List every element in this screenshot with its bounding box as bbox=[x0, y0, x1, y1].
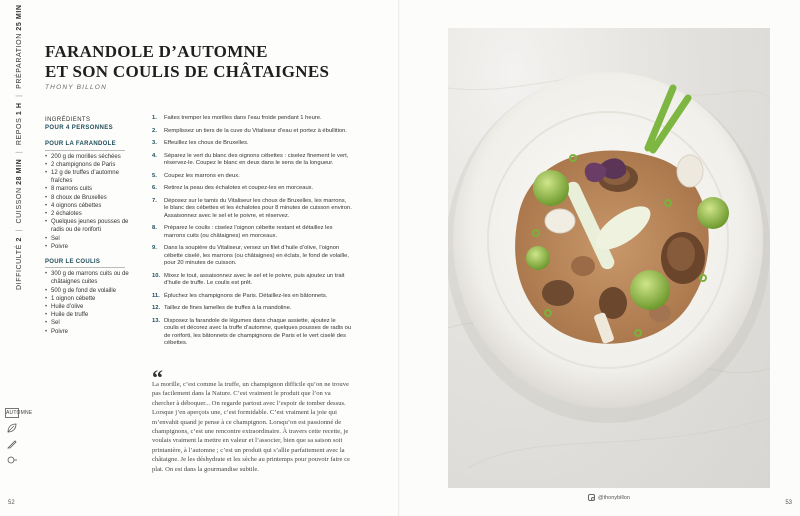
step-text: Mixez le tout, assaisonnez avec le sel et le poivre, puis ajoutez un trait d’huile de truffe. Le coulis est prêt. bbox=[164, 272, 345, 286]
prep-value: 25 MIN bbox=[16, 4, 23, 31]
step-item bbox=[152, 128, 352, 136]
step-text: Effeuillez les choux de Bruxelles. bbox=[164, 140, 249, 146]
step-number: 10. bbox=[152, 272, 161, 279]
step-number: 7. bbox=[152, 197, 157, 204]
ingredient-item: • 8 marrons cuits bbox=[45, 185, 140, 193]
ingredient-item: • Poivre bbox=[45, 328, 140, 336]
cooking-label: CUISSON bbox=[16, 187, 23, 224]
step-item bbox=[152, 273, 352, 288]
difficulty-value: 2 bbox=[16, 237, 23, 242]
step-number: 8. bbox=[152, 225, 157, 231]
ingredient-item: • Huile d’olive bbox=[45, 303, 140, 311]
step-text: Retirez la peau des échalotes et coupez-les en morceaux. bbox=[164, 185, 314, 191]
knife-icon bbox=[6, 438, 18, 450]
ingredient-item: • 12 g de truffes d’automne fraîches bbox=[45, 169, 140, 185]
ingredient-item: • 2 échalotes bbox=[45, 210, 140, 218]
step-number: 12. bbox=[152, 305, 161, 311]
step-text: Faites tremper les morilles dans l’eau froide pendant 1 heure. bbox=[164, 115, 322, 121]
page-number-left: 52 bbox=[8, 500, 15, 506]
ingredient-item: • Sel bbox=[45, 319, 140, 327]
ingredient-item: • Poivre bbox=[45, 243, 140, 251]
page-number-right: 53 bbox=[785, 500, 792, 506]
recipe-author: THONY BILLON bbox=[45, 84, 107, 91]
prep-label: PRÉPARATION bbox=[16, 33, 23, 89]
step-number: 4. bbox=[152, 152, 157, 159]
ingredients-panel bbox=[45, 116, 140, 336]
step-text: Dans la soupière du Vitaliseur, versez un filet d’huile d’olive, l’oignon cébette ciselé, les marrons (ou châtaignes) en éclats, le fond de volaille, pour 20 minutes de cuisson. bbox=[164, 245, 349, 266]
instagram-handle: @thonybillon bbox=[598, 494, 630, 501]
dish-photo bbox=[448, 28, 770, 488]
step-text: Coupez les marrons en deux. bbox=[164, 172, 240, 179]
step-text: Déposez sur le tamis du Vitaliseur les choux de Bruxelles, les marrons, le blanc des cébettes et les échalotes pour 8 minutes de cuisson environ. Assaisonnez avec le sel et le poivre, et réservez. bbox=[164, 197, 352, 219]
leaf-icon bbox=[6, 422, 18, 434]
rest-label: REPOS bbox=[16, 117, 23, 146]
ingredient-item: • Quelques jeunes pousses de radis ou de roriforti bbox=[45, 218, 140, 234]
instagram-credit bbox=[588, 494, 630, 501]
ingredient-item: • Sel bbox=[45, 235, 140, 243]
step-text: Épluchez les champignons de Paris. Détaillez-les en bâtonnets. bbox=[164, 292, 328, 299]
step-text: Séparez le vert du blanc des oignons cébettes : ciselez finement le vert, réservez-le. Coupez le blanc en deux dans le sens de la longueur. bbox=[164, 152, 349, 166]
ingredient-item: • 2 champignons de Paris bbox=[45, 161, 140, 169]
chef-quote: La morille, c’est comme la truffe, un champignon difficile qu’on ne trouve pas facilement dans la Nature. C’est vraiment le produit que l’on va chercher à déboquer... On regarde partout avec l’espoir de tomber dessus. Lorsque j’en aperçois une, c’est formidable. C’est vraiment la joie qui m’envahit quand je pense à ce champignon. Lorsqu’on est passionné de champignons, c’est une rencontre extraordinaire. À travers cette recette, je voulais vraiment la mettre en valeur et l’associer, bien que sa saison soit printanière, à l’automne ; c’est un produit qui s’allie parfaitement avec la châtaigne. Je les déshydrate et les sèche au printemps pour pouvoir faire ce plat. On est dans la gourmandise subtile. bbox=[152, 381, 350, 473]
season-icons bbox=[5, 408, 33, 470]
step-number: 11. bbox=[152, 292, 160, 299]
ingredient-item: • 1 oignon cébette bbox=[45, 295, 140, 303]
recipe-meta-vertical: DIFFICULTÉ 2 | CUISSON 28 MIN | REPOS 1 H | PRÉPARATION 25 MIN bbox=[16, 4, 23, 290]
season-tag: AUTOMNE bbox=[6, 410, 33, 416]
step-number: 6. bbox=[152, 185, 157, 191]
ingredients-list-coulis bbox=[45, 270, 140, 336]
step-item bbox=[152, 318, 352, 348]
step-text: Taillez de fines lamelles de truffes à la mandoline. bbox=[164, 305, 292, 311]
ingredient-item: • 4 oignons cébettes bbox=[45, 202, 140, 210]
ingredient-item: • Huile de truffe bbox=[45, 311, 140, 319]
step-item bbox=[152, 293, 352, 301]
ingredients-section-title: POUR LA FARANDOLE bbox=[45, 140, 125, 150]
step-number: 13. bbox=[152, 317, 161, 324]
step-item bbox=[152, 245, 352, 268]
step-number: 9. bbox=[152, 245, 157, 251]
step-text: Préparez le coulis : ciselez l’oignon cébette restant et détaillez les marrons cuits (ou châtaignes) en morceaux. bbox=[164, 225, 333, 239]
step-item bbox=[152, 198, 352, 221]
ingredient-item: • 300 g de marrons cuits ou de châtaignes cuites bbox=[45, 270, 140, 286]
ingredient-item: • 8 choux de Bruxelles bbox=[45, 194, 140, 202]
step-item bbox=[152, 173, 352, 181]
step-number: 2. bbox=[152, 127, 157, 134]
title-line-2: ET SON COULIS DE CHÂTAIGNES bbox=[45, 62, 330, 81]
step-text: Disposez la farandole de légumes dans chaque assiette, ajoutez le coulis et décorez avec la truffe d’automne, quelques pousses de radis ou de roriforti, les bâtonnets de champignons de Paris et le vert ciselé des cébettes. bbox=[164, 317, 352, 346]
step-text: Remplissez un tiers de la cuve du Vitaliseur d’eau et portez à ébullition. bbox=[164, 127, 347, 134]
ingredients-heading: INGRÉDIENTS bbox=[45, 117, 91, 123]
ingredients-section-title: POUR LE COULIS bbox=[45, 258, 125, 268]
step-item bbox=[152, 185, 352, 193]
step-item bbox=[152, 305, 352, 313]
ingredient-item: • 200 g de morilles séchées bbox=[45, 153, 140, 161]
step-number: 3. bbox=[152, 140, 157, 146]
ingredient-item: • 500 g de fond de volaille bbox=[45, 287, 140, 295]
quote-mark: “ bbox=[152, 365, 163, 390]
difficulty-label: DIFFICULTÉ bbox=[16, 244, 23, 290]
recipe-steps bbox=[152, 115, 352, 353]
step-item bbox=[152, 115, 352, 123]
ingredients-list-farandole bbox=[45, 153, 140, 251]
recipe-title bbox=[45, 42, 329, 82]
dish-illustration bbox=[448, 28, 770, 488]
pan-icon bbox=[6, 454, 18, 466]
title-line-1: FARANDOLE D’AUTOMNE bbox=[45, 42, 268, 61]
step-item bbox=[152, 140, 352, 148]
instagram-icon bbox=[588, 494, 595, 501]
cooking-value: 28 MIN bbox=[16, 158, 23, 185]
rest-value: 1 H bbox=[16, 102, 23, 116]
step-number: 5. bbox=[152, 172, 157, 179]
step-number: 1. bbox=[152, 115, 157, 121]
step-item bbox=[152, 153, 352, 168]
servings: POUR 4 PERSONNES bbox=[45, 125, 114, 132]
step-item bbox=[152, 225, 352, 240]
